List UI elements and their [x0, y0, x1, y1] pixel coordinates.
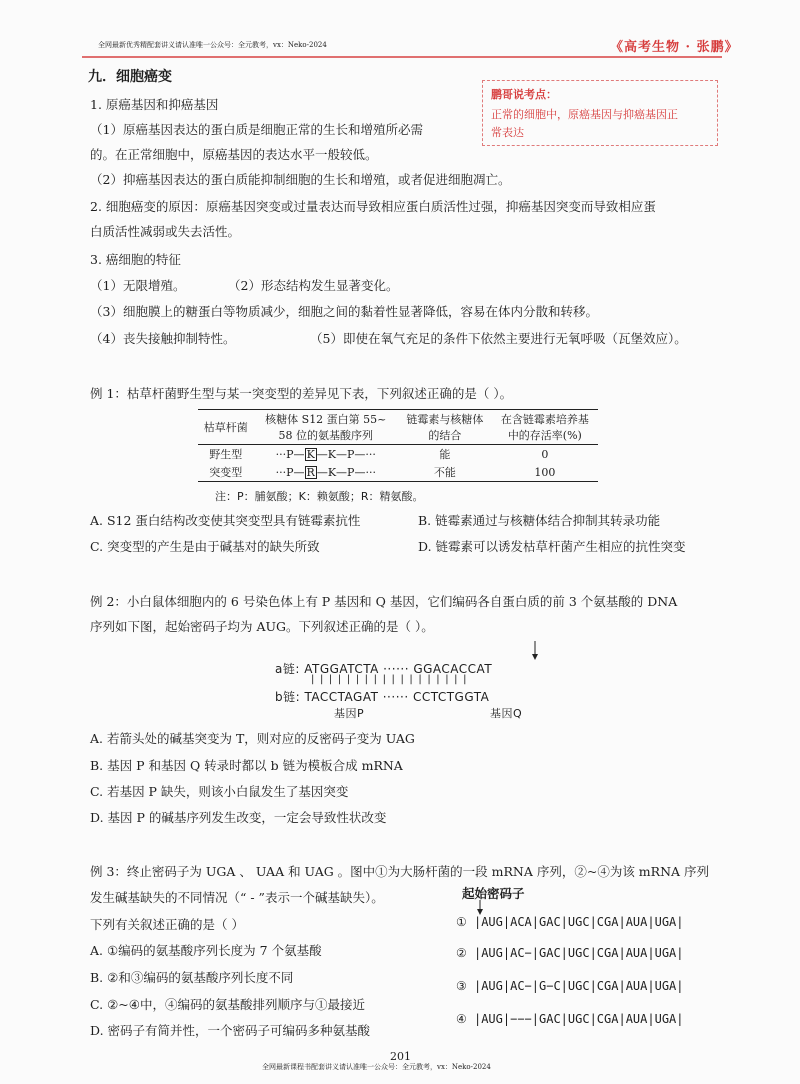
section-title: 九．细胞癌变	[88, 69, 172, 85]
table-cell: 突变型	[209, 466, 243, 479]
table-header: 核糖体 S12 蛋白第 55~ 58 位的氨基酸序列	[265, 413, 387, 442]
start-codon-label: 起始密码子	[462, 886, 525, 901]
tip-body-line: 正常的细胞中，原癌基因与抑癌基因正	[491, 108, 678, 121]
header-brand: 《高考生物 · 张鹏》	[610, 40, 739, 55]
example1-question: 例 1：枯草杆菌野生型与某一突变型的差异见下表，下列叙述正确的是（ ）。	[90, 386, 513, 401]
table-cell: ···P— K —K—P—···	[275, 447, 376, 461]
table-cell: 0	[541, 447, 549, 461]
content-line: 的。在正常细胞中，原癌基因的表达水平一般较低。	[90, 147, 378, 162]
arrow-down-icon	[475, 900, 485, 916]
content-line: 3. 癌细胞的特征	[90, 252, 181, 267]
example3-question: 例 3：终止密码子为 UGA 、 UAA 和 UAG 。图中①为大肠杆菌的一段 mRNA 序列，②~④为该 mRNA 序列	[90, 864, 710, 879]
content-line: 2. 细胞癌变的原因：原癌基因突变或过量表达而导致相应蛋白质活性过强，抑癌基因突变而导致相应蛋	[90, 199, 656, 214]
option-c: C. 若基因 P 缺失，则该小白鼠发生了基因突变	[90, 784, 349, 799]
table-note: 注：P：脯氨酸；K：赖氨酸；R：精氨酸。	[215, 490, 424, 503]
option-b: B. ②和③编码的氨基酸序列长度不同	[90, 970, 294, 985]
content-line: （1）原癌基因表达的蛋白质是细胞正常的生长和增殖所必需	[90, 122, 423, 137]
option-d: D. 密码子有简并性，一个密码子可编码多种氨基酸	[90, 1023, 371, 1038]
tip-title: 鹏哥说考点：	[491, 88, 557, 101]
table-cell: 100	[534, 465, 556, 479]
tip-body-line: 常表达	[491, 126, 524, 139]
content-line: （2）抑癌基因表达的蛋白质能抑制细胞的生长和增殖，或者促进细胞凋亡。	[90, 172, 511, 187]
arrow-down-icon	[530, 641, 540, 661]
option-b: B. 基因 P 和基因 Q 转录时都以 b 链为模板合成 mRNA	[90, 758, 403, 773]
content-line: （2）形态结构发生显著变化。	[228, 278, 399, 293]
option-a: A. S12 蛋白结构改变使其突变型具有链霉素抗性	[90, 513, 361, 528]
dna-a-chain: a链: ATGGATCTA ······ GGACACCAT	[275, 662, 493, 676]
content-line: （4）丧失接触抑制特性。	[90, 331, 236, 346]
table-header: 链霉素与核糖体 的结合	[406, 413, 484, 442]
header-source-text: 全网最新优秀精配套讲义请认准唯一公众号：全元教考，vx：Neko-2024	[98, 41, 327, 49]
content-line: （1）无限增殖。	[90, 278, 186, 293]
table-header: 在含链霉素培养基 中的存活率(%)	[500, 413, 589, 442]
dna-base-pairs: | | | | | | | | | | | | | | | | | |	[311, 674, 468, 685]
mrna-sequence: ④ |AUG|−−−|GAC|UGC|CGA|AUA|UGA|	[456, 1012, 684, 1026]
option-d: D. 基因 P 的碱基序列发生改变，一定会导致性状改变	[90, 810, 387, 825]
example3-question: 发生碱基缺失的不同情况（“ - ”表示一个碱基缺失）。	[90, 890, 384, 905]
page-number: 201	[390, 1050, 411, 1063]
mrna-sequence: ① |AUG|ACA|GAC|UGC|CGA|AUA|UGA|	[456, 915, 684, 929]
table-cell: 野生型	[209, 448, 243, 461]
content-line: 白质活性减弱或失去活性。	[90, 224, 241, 239]
dna-b-chain: b链: TACCTAGAT ······ CCTCTGGTA	[275, 690, 490, 704]
mrna-sequence: ③ |AUG|AC−|G−C|UGC|CGA|AUA|UGA|	[456, 979, 684, 993]
content-line: 1. 原癌基因和抑癌基因	[90, 97, 219, 112]
option-c: C. ②~④中，④编码的氨基酸排列顺序与①最接近	[90, 997, 365, 1012]
content-line: （3）细胞膜上的糖蛋白等物质减少，细胞之间的黏着性显著降低，容易在体内分散和转移。	[90, 304, 598, 319]
option-a: A. 若箭头处的碱基突变为 T，则对应的反密码子变为 UAG	[90, 731, 415, 746]
gene-p-label: 基因P	[334, 707, 365, 720]
option-a: A. ①编码的氨基酸序列长度为 7 个氨基酸	[90, 943, 322, 958]
option-d: D. 链霉素可以诱发枯草杆菌产生相应的抗性突变	[418, 539, 686, 554]
content-line: （5）即使在氧气充足的条件下依然主要进行无氧呼吸（瓦堡效应）。	[310, 331, 687, 346]
table-cell: 不能	[433, 466, 456, 479]
example2-question: 例 2：小白鼠体细胞内的 6 号染色体上有 P 基因和 Q 基因，它们编码各自蛋白质的前 3 个氨基酸的 DNA	[90, 594, 678, 609]
option-b: B. 链霉素通过与核糖体结合抑制其转录功能	[418, 513, 661, 528]
option-c: C. 突变型的产生是由于碱基对的缺失所致	[90, 539, 320, 554]
gene-q-label: 基因Q	[490, 707, 523, 720]
example3-question: 下列有关叙述正确的是（ ）	[90, 917, 244, 932]
header-divider	[82, 56, 722, 58]
table-row	[198, 445, 598, 464]
example1-table	[198, 409, 598, 482]
table-row	[198, 463, 598, 481]
table-cell: ···P— R —K—P—···	[275, 465, 376, 479]
footer-text: 全网最新课程书配套讲义请认准唯一公众号：全元教考，vx：Neko-2024	[262, 1063, 491, 1071]
example2-question: 序列如下图，起始密码子均为 AUG。下列叙述正确的是（ ）。	[90, 619, 434, 634]
mrna-sequence: ② |AUG|AC−|GAC|UGC|CGA|AUA|UGA|	[456, 946, 684, 960]
table-cell: 能	[439, 448, 451, 461]
tip-body	[491, 106, 709, 142]
table-header: 枯草杆菌	[203, 421, 248, 434]
tip-box	[482, 80, 718, 146]
